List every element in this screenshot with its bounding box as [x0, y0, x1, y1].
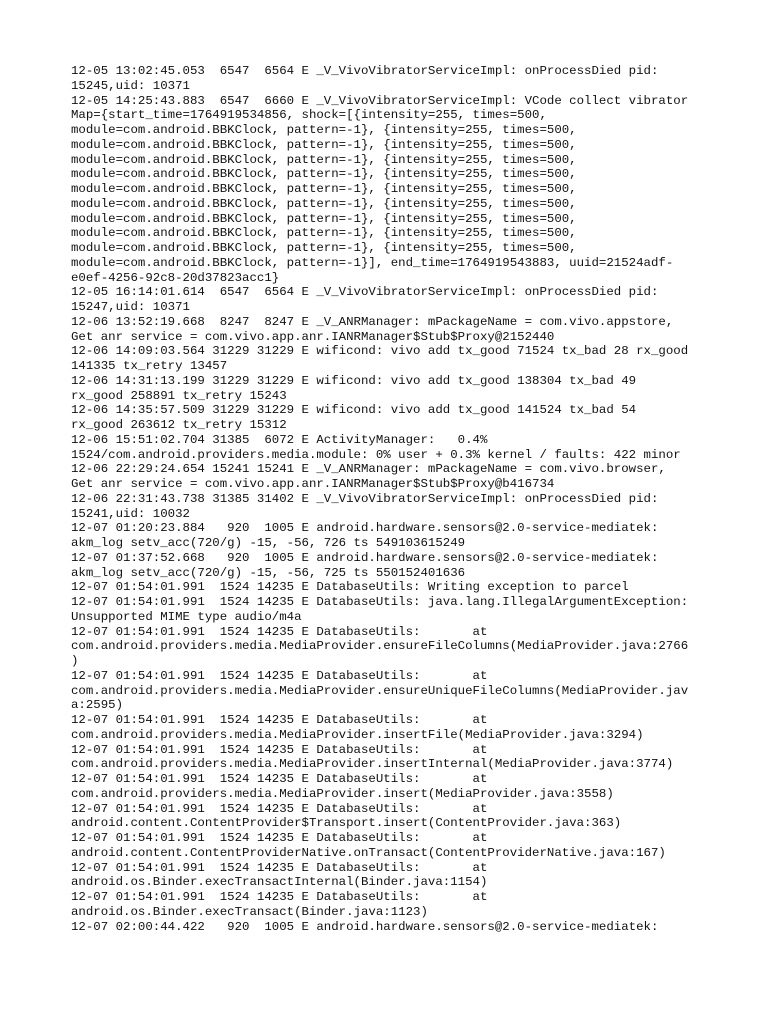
log-line: com.android.providers.media.MediaProvider.insertInternal(MediaProvider.java:3774) [71, 757, 674, 772]
log-line: 12-05 16:14:01.614 6547 6564 E _V_VivoVibratorServiceImpl: onProcessDied pid: [71, 285, 659, 300]
log-line: android.content.ContentProvider$Transport.insert(ContentProvider.java:363) [71, 816, 622, 831]
log-line: 12-05 13:02:45.053 6547 6564 E _V_VivoVibratorServiceImpl: onProcessDied pid: [71, 64, 659, 78]
log-line: module=com.android.BBKClock, pattern=-1}, {intensity=255, times=500, [71, 123, 577, 137]
log-line: 12-07 01:54:01.991 1524 14235 E DatabaseUtils: at [71, 772, 488, 786]
log-line: 12-07 01:54:01.991 1524 14235 E DatabaseUtils: at [71, 668, 488, 683]
log-line: 15247,uid: 10371 [71, 300, 190, 314]
log-line: module=com.android.BBKClock, pattern=-1}, {intensity=255, times=500, [71, 196, 577, 211]
log-line: android.os.Binder.execTransact(Binder.java:1123) [71, 904, 428, 919]
log-line: 12-07 01:37:52.668 920 1005 E android.hardware.sensors@2.0-service-mediatek: [71, 550, 659, 565]
log-line: 12-07 01:54:01.991 1524 14235 E DatabaseUtils: at [71, 801, 488, 816]
log-line: Get anr service = com.vivo.app.anr.IANRManager$Stub$Proxy@2152440 [71, 329, 555, 344]
log-line: 12-06 13:52:19.668 8247 8247 E _V_ANRManager: mPackageName = com.vivo.appstore, [71, 314, 674, 329]
log-line: 12-06 15:51:02.704 31385 6072 E ActivityManager: 0.4% [71, 432, 488, 447]
log-line: 15245,uid: 10371 [71, 78, 190, 93]
log-line: module=com.android.BBKClock, pattern=-1}, {intensity=255, times=500, [71, 211, 577, 226]
log-line: rx_good 258891 tx_retry 15243 [71, 388, 287, 403]
log-line: com.android.providers.media.MediaProvider.insert(MediaProvider.java:3558) [71, 786, 614, 801]
log-line: module=com.android.BBKClock, pattern=-1}, {intensity=255, times=500, [71, 226, 577, 241]
log-line: com.android.providers.media.MediaProvider.ensureFileColumns(MediaProvider.java:2766 [71, 639, 689, 654]
log-line: 12-07 01:54:01.991 1524 14235 E DatabaseUtils: at [71, 831, 488, 845]
log-line: 12-07 01:54:01.991 1524 14235 E DatabaseUtils: at [71, 713, 488, 727]
log-line: akm_log setv_acc(720/g) -15, -56, 725 ts 550152401636 [71, 565, 466, 580]
log-line: module=com.android.BBKClock, pattern=-1}, {intensity=255, times=500, [71, 137, 577, 152]
log-line: 12-07 01:54:01.991 1524 14235 E DatabaseUtils: Writing exception to parcel [71, 580, 629, 595]
log-line: 12-06 14:09:03.564 31229 31229 E wificond: vivo add tx_good 71524 tx_bad 28 rx_good [71, 344, 689, 359]
log-line: 12-07 01:54:01.991 1524 14235 E DatabaseUtils: at [71, 624, 488, 639]
log-line: module=com.android.BBKClock, pattern=-1}, {intensity=255, times=500, [71, 182, 577, 196]
log-line: module=com.android.BBKClock, pattern=-1}, {intensity=255, times=500, [71, 152, 577, 167]
log-line: module=com.android.BBKClock, pattern=-1}, {intensity=255, times=500, [71, 241, 577, 255]
log-line: 12-05 14:25:43.883 6547 6660 E _V_VivoVibratorServiceImpl: VCode collect vibrator [71, 93, 689, 108]
log-line: 12-06 14:35:57.509 31229 31229 E wificond: vivo add tx_good 141524 tx_bad 54 [71, 403, 637, 418]
log-text-body [71, 64, 711, 934]
log-line: Map={start_time=1764919534856, shock=[{intensity=255, times=500, [71, 108, 547, 123]
log-line: module=com.android.BBKClock, pattern=-1}, {intensity=255, times=500, [71, 167, 577, 182]
log-line: com.android.providers.media.MediaProvider.ensureUniqueFileColumns(MediaProvider.jav [71, 683, 689, 698]
log-line: Unsupported MIME type audio/m4a [71, 609, 302, 624]
log-line: Get anr service = com.vivo.app.anr.IANRManager$Stub$Proxy@b416734 [71, 477, 555, 491]
log-line: 12-07 01:54:01.991 1524 14235 E DatabaseUtils: at [71, 742, 488, 757]
log-line: 12-07 01:20:23.884 920 1005 E android.hardware.sensors@2.0-service-mediatek: [71, 521, 659, 536]
log-line: 1524/com.android.providers.media.module: 0% user + 0.3% kernel / faults: 422 minor [71, 447, 681, 462]
log-line: 12-07 01:54:01.991 1524 14235 E DatabaseUtils: at [71, 860, 488, 875]
log-line: 12-07 01:54:01.991 1524 14235 E DatabaseUtils: at [71, 890, 488, 904]
log-line: 12-07 01:54:01.991 1524 14235 E DatabaseUtils: java.lang.IllegalArgumentException: [71, 595, 689, 609]
log-line: android.os.Binder.execTransactInternal(Binder.java:1154) [71, 875, 488, 890]
log-line: e0ef-4256-92c8-20d37823acc1} [71, 270, 280, 285]
log-line: a:2595) [71, 698, 124, 713]
log-line: com.android.providers.media.MediaProvider.insertFile(MediaProvider.java:3294) [71, 727, 644, 742]
log-line: 12-06 14:31:13.199 31229 31229 E wificond: vivo add tx_good 138304 tx_bad 49 [71, 373, 637, 388]
log-line: 12-06 22:29:24.654 15241 15241 E _V_ANRManager: mPackageName = com.vivo.browser, [71, 462, 666, 477]
log-line: android.content.ContentProviderNative.onTransact(ContentProviderNative.java:167) [71, 845, 666, 860]
log-line: ) [71, 654, 79, 668]
log-line: 141335 tx_retry 13457 [71, 359, 228, 373]
log-line: 12-06 22:31:43.738 31385 31402 E _V_VivoVibratorServiceImpl: onProcessDied pid: [71, 491, 659, 506]
log-line: 12-07 02:00:44.422 920 1005 E android.hardware.sensors@2.0-service-mediatek: [71, 919, 659, 934]
log-line: module=com.android.BBKClock, pattern=-1}], end_time=1764919543883, uuid=21524adf- [71, 255, 674, 270]
log-line: rx_good 263612 tx_retry 15312 [71, 418, 287, 432]
log-line: akm_log setv_acc(720/g) -15, -56, 726 ts 549103615249 [71, 536, 466, 550]
log-line: 15241,uid: 10032 [71, 506, 190, 521]
